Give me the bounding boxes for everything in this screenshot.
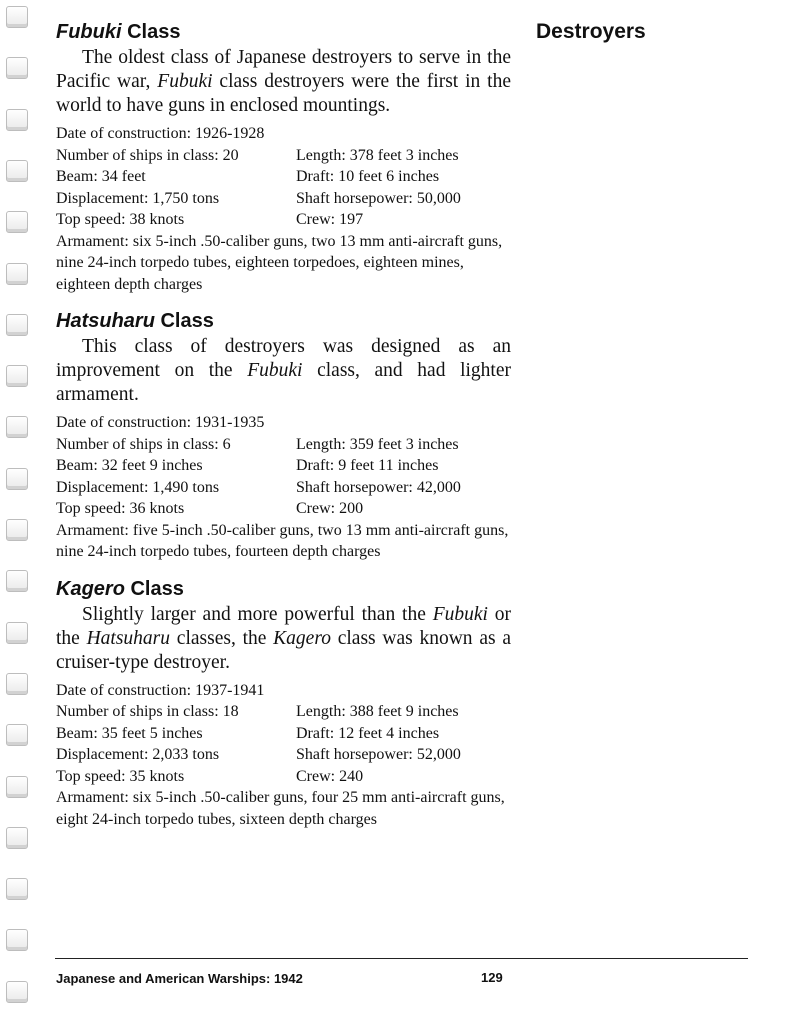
intro-segment: Fubuki [157,71,213,92]
binder-rings [0,0,40,1034]
binder-ring [6,519,28,541]
intro-segment: Slightly larger and more powerful than the [82,603,433,625]
spec-value: Displacement: 2,033 tons [56,746,220,763]
spec-row [56,145,511,167]
class-intro [56,603,511,675]
spec-row [56,498,511,520]
binder-ring [6,263,28,285]
intro-segment: classes, the [170,627,274,649]
intro-segment: class, and had lighter armament. [56,360,511,405]
binder-ring [6,570,28,592]
spec-row [56,166,511,188]
spec-value: Top speed: 36 knots [56,500,185,517]
binder-ring [6,776,28,798]
binder-ring [6,622,28,644]
binder-ring [6,365,28,387]
spec-value: Number of ships in class: 6 [56,435,231,453]
spec-row [56,766,511,788]
intro-segment: The oldest class of Japanese destroyers to serve in the Pacific war, [56,47,511,92]
intro-segment: class was known as a cruiser-type destroyer. [56,627,511,673]
footer-title: Japanese and American Warships: 1942 [56,971,303,986]
binder-ring [6,673,28,695]
ship-class-fubuki [56,20,511,295]
spec-value: Shaft horsepower: 42,000 [296,478,461,496]
spec-value: Shaft horsepower: 52,000 [296,746,461,763]
page-content [56,20,511,844]
spec-row [56,455,511,477]
class-heading [56,20,511,44]
spec-value: Top speed: 38 knots [56,211,185,228]
binder-ring [6,827,28,849]
class-name: Fubuki [56,21,122,43]
binder-ring [6,160,28,182]
spec-table [56,701,511,787]
binder-ring [6,468,28,490]
spec-value: Displacement: 1,750 tons [56,189,220,207]
spec-row [56,477,511,499]
class-heading [56,577,511,601]
spec-row [56,434,511,456]
date-of-construction: Date of construction: 1926-1928 [56,125,265,142]
spec-value: Draft: 9 feet 11 inches [296,457,439,474]
class-suffix: Class [121,21,181,43]
intro-segment: Kagero [273,627,331,649]
ship-class-kagero [56,577,511,831]
spec-value: Shaft horsepower: 50,000 [296,189,461,207]
spec-table [56,145,511,231]
spec-row [56,701,511,723]
spec-row [56,209,511,231]
class-name: Kagero [56,577,125,600]
binder-ring [6,211,28,233]
binder-ring [6,109,28,131]
spec-table [56,434,511,520]
spec-value: Length: 378 feet 3 inches [296,146,459,164]
binder-ring [6,314,28,336]
class-suffix: Class [124,577,184,600]
page-number: 129 [481,970,503,985]
spec-value: Beam: 34 feet [56,168,146,185]
class-intro [56,46,511,118]
spec-value: Crew: 200 [296,500,364,517]
spec-value: Draft: 10 feet 6 inches [296,168,440,185]
spec-row [56,188,511,210]
spec-row [56,723,511,745]
spec-value: Beam: 35 feet 5 inches [56,724,203,742]
spec-value: Top speed: 35 knots [56,767,185,785]
ship-class-hatsuharu [56,309,511,563]
spec-value: Number of ships in class: 20 [56,146,239,164]
intro-segment: class destroyers were the first in the world to have guns in enclosed mountings. [56,71,511,116]
spec-value: Number of ships in class: 18 [56,703,239,720]
spec-value: Beam: 32 feet 9 inches [56,457,203,474]
armament: Armament: six 5-inch .50-caliber guns, four 25 mm anti-aircraft guns, eight 24-inch torpedo tubes, sixteen depth charges [56,789,505,828]
spec-value: Crew: 240 [296,767,364,785]
binder-ring [6,981,28,1003]
binder-ring [6,416,28,438]
spec-value: Crew: 197 [296,211,364,228]
armament: Armament: five 5-inch .50-caliber guns, two 13 mm anti-aircraft guns, nine 24-inch torpedo tubes, fourteen depth charges [56,521,509,560]
intro-segment: Fubuki [247,360,303,381]
section-tag: Destroyers [536,20,646,43]
spec-row [56,744,511,766]
binder-ring [6,57,28,79]
intro-segment: Hatsuharu [86,627,171,649]
intro-segment: This class of destroyers was designed as an improvement on the [56,336,511,381]
intro-segment: or the [56,603,511,649]
spec-value: Length: 359 feet 3 inches [296,435,459,453]
spec-value: Displacement: 1,490 tons [56,478,220,496]
class-name: Hatsuharu [56,310,155,332]
footer-rule [55,958,748,959]
binder-ring [6,724,28,746]
date-of-construction: Date of construction: 1937-1941 [56,681,265,699]
binder-ring [6,929,28,951]
intro-segment: Fubuki [432,603,488,625]
class-intro [56,335,511,407]
date-of-construction: Date of construction: 1931-1935 [56,414,265,431]
armament: Armament: six 5-inch .50-caliber guns, two 13 mm anti-aircraft guns, nine 24-inch torpedo tubes, eighteen torpedoes, eighteen mines, eighteen depth charges [56,232,503,293]
spec-value: Length: 388 feet 9 inches [296,703,459,720]
class-suffix: Class [154,310,214,332]
binder-ring [6,878,28,900]
class-heading [56,309,511,333]
spec-value: Draft: 12 feet 4 inches [296,724,440,742]
binder-ring [6,6,28,28]
